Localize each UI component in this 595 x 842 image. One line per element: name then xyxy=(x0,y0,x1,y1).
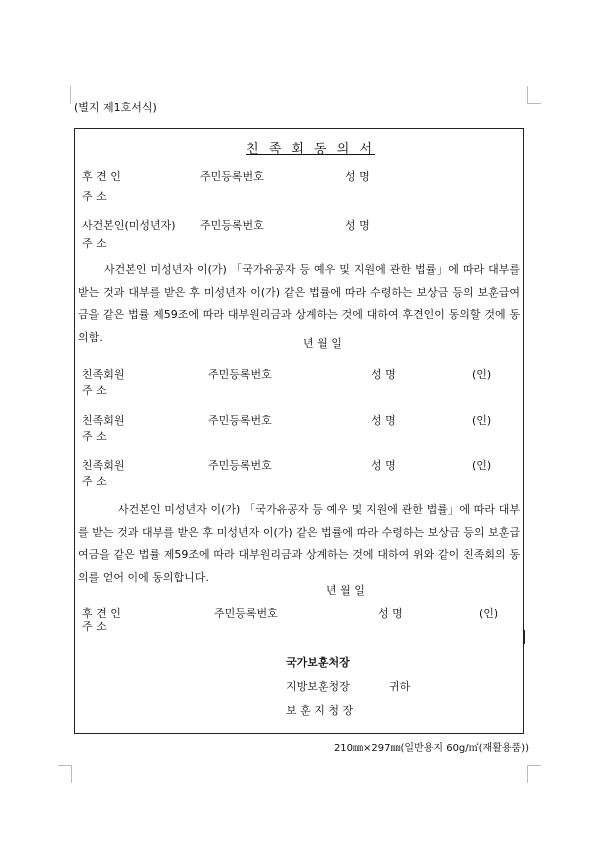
crop-mark xyxy=(527,86,528,104)
guardian-name-label: 성 명 xyxy=(345,170,370,183)
member-3-address-label: 주 소 xyxy=(82,475,107,488)
date-line-2: 년 월 일 xyxy=(326,584,365,597)
recipient-head: 국가보훈처장 xyxy=(286,656,350,669)
consent-paragraph-1: 사건본인 미성년자 이(가) 「국가유공자 등 예우 및 지원에 관한 법률」에 따라 대부를 받는 것과 대부를 받은 후 미성년자 이(가) 같은 법률에 따라 수령하는 보상금 등의 보훈급여금을 같은 법률 제59조에 따라 대부원리금과 상계하는 것에 대하여 후견인이 동의할 것에 동의함. xyxy=(78,263,520,344)
recipient-honorific: 귀하 xyxy=(389,680,411,693)
crop-mark xyxy=(527,765,528,783)
crop-mark xyxy=(527,103,541,104)
final-guardian-id-label: 주민등록번호 xyxy=(214,607,278,620)
crop-mark xyxy=(70,86,71,104)
crop-mark xyxy=(58,765,72,766)
guardian-label: 후 견 인 xyxy=(82,170,121,183)
member-2-id-label: 주민등록번호 xyxy=(208,414,272,427)
minor-id-label: 주민등록번호 xyxy=(200,219,264,232)
consent-paragraph-2: 사건본인 미성년자 이(가) 「국가유공자 등 예우 및 지원에 관한 법률」에 따라 대부를 받는 것과 대부를 받은 후 미성년자 이(가) 같은 법률에 따라 수령하는 보상금 등의 보훈급여금을 같은 법률 제59조에 따라 대부원리금과 상계하는 것에 대하여 위와 같이 친족회의 동의를 얻어 이에 동의합니다. xyxy=(78,503,520,584)
margin-mark xyxy=(523,630,525,644)
minor-address-label: 주 소 xyxy=(82,237,107,250)
member-1-label: 친족회원 xyxy=(82,368,125,381)
member-2-label: 친족회원 xyxy=(82,414,125,427)
paper-spec-footer: 210㎜×297㎜(일반용지 60g/㎡(재활용품)) xyxy=(333,743,529,754)
member-2-address-label: 주 소 xyxy=(82,430,107,443)
guardian-address-label: 주 소 xyxy=(82,190,107,203)
minor-name-label: 성 명 xyxy=(345,219,370,232)
final-guardian-address-label: 주 소 xyxy=(82,620,107,633)
member-3-seal: (인) xyxy=(472,459,492,472)
guardian-id-label: 주민등록번호 xyxy=(200,170,264,183)
recipient-regional: 지방보훈청장 xyxy=(286,680,350,693)
member-3-label: 친족회원 xyxy=(82,459,125,472)
crop-mark xyxy=(71,765,72,783)
final-guardian-seal: (인) xyxy=(479,607,499,620)
member-1-name-label: 성 명 xyxy=(371,368,396,381)
final-guardian-name-label: 성 명 xyxy=(378,607,403,620)
document-title: 친 족 회 동 의 서 xyxy=(246,142,376,157)
member-1-address-label: 주 소 xyxy=(82,384,107,397)
member-3-name-label: 성 명 xyxy=(371,459,396,472)
member-2-seal: (인) xyxy=(472,414,492,427)
date-line-1: 년 월 일 xyxy=(303,337,342,350)
member-1-id-label: 주민등록번호 xyxy=(208,368,272,381)
member-1-seal: (인) xyxy=(472,368,492,381)
minor-label: 사건본인(미성년자) xyxy=(82,219,176,232)
member-3-id-label: 주민등록번호 xyxy=(208,459,272,472)
recipient-branch: 보 훈 지 청 장 xyxy=(286,704,354,717)
final-guardian-label: 후 견 인 xyxy=(82,607,121,620)
form-number-label: (별지 제1호서식) xyxy=(74,101,157,114)
crop-mark xyxy=(527,765,541,766)
member-2-name-label: 성 명 xyxy=(371,414,396,427)
